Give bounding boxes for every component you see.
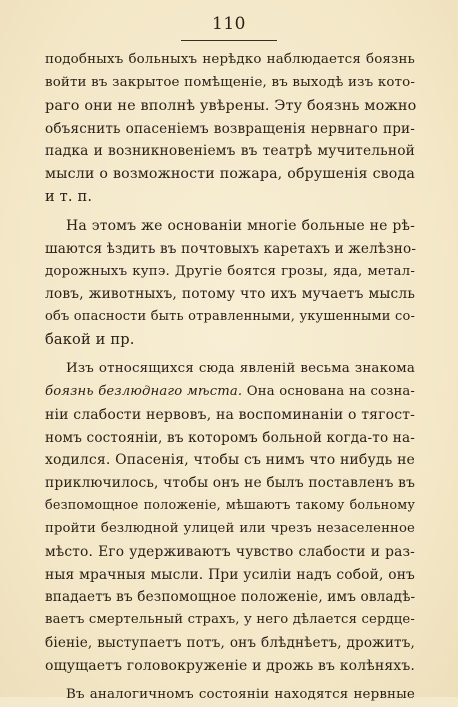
text-line: ніи слабости нервовъ, на воспоминаніи о тягост-	[45, 406, 415, 423]
text-line: шаются ѣздить въ почтовыхъ каретахъ и желѣзно-	[45, 240, 417, 257]
text-line: Изъ относящихся сюда явленій весьма знакома	[66, 360, 415, 376]
text-line: мысли о возможности пожара, обрушенія свода	[45, 166, 415, 183]
page-number: 110	[212, 14, 246, 34]
text-line: ощущаетъ головокруженіе и дрожь въ колѣняхъ.	[45, 657, 415, 674]
text-line: бакой и пр.	[45, 331, 135, 349]
text-line: безпомощное положеніе, мѣшаютъ такому больному	[45, 498, 415, 514]
text-line: раго они не вполнѣ увѣрены. Эту боязнь можно	[45, 97, 417, 114]
text-line: На этомъ же основаніи многіе больные не рѣ-	[66, 217, 415, 234]
text-line: дорожныхъ купэ. Другіе боятся грозы, яда, метал-	[45, 263, 415, 279]
text-line: войти въ закрытое помѣщеніе, въ выходѣ изъ кото-	[45, 74, 415, 90]
text-line: мѣсто. Его удерживаютъ чувство слабости и раз-	[45, 543, 415, 560]
text-line: подобныхъ больныхъ нерѣдко наблюдается боязнь	[45, 52, 415, 67]
text-line: падка и возникновеніемъ въ театрѣ мучительной	[45, 143, 415, 160]
text-after-emphasis: Она основана на созна-	[242, 383, 416, 399]
text-line: и т. п.	[45, 188, 93, 206]
text-line: біеніе, выступаетъ потъ, онъ блѣднѣетъ, дрожитъ,	[45, 635, 415, 652]
emphasized-phrase: боязнь безлюднаго мѣста.	[45, 383, 243, 399]
text-line: ходился. Опасенія, чтобы съ нимъ что нибудь не	[45, 452, 415, 469]
text-line: номъ состояніи, въ которомъ больной когда-то на-	[45, 429, 415, 446]
text-line: Въ аналогичномъ состояніи находятся нервные	[66, 686, 415, 702]
paragraph-1	[45, 49, 415, 209]
text-line: ныя мрачныя мысли. При усиліи надъ собой, онъ	[45, 566, 415, 583]
text-line: объ опасности быть отравленными, укушенными со-	[45, 309, 415, 325]
text-line: объяснить опасеніемъ возвращенія нервнаго при-	[45, 120, 415, 137]
paragraph-2	[45, 215, 415, 352]
paragraph-3	[45, 358, 415, 678]
text-line: впадаетъ въ безпомощное положеніе, имъ овладѣ-	[45, 589, 416, 606]
text-line: ловъ, животныхъ, потому что ихъ мучаетъ мысль	[45, 286, 415, 303]
text-line: пройти безлюдной улицей или чрезъ незаселенное	[45, 520, 415, 536]
page-body	[45, 49, 415, 707]
paragraph-4	[45, 684, 415, 707]
header-rule	[181, 40, 277, 41]
text-line: ваетъ смертельный страхъ, у него дѣлается сердце-	[45, 612, 415, 628]
text-line: приключилось, чтобы онъ не былъ поставленъ въ	[45, 475, 415, 492]
text-line-with-emphasis	[45, 381, 415, 404]
